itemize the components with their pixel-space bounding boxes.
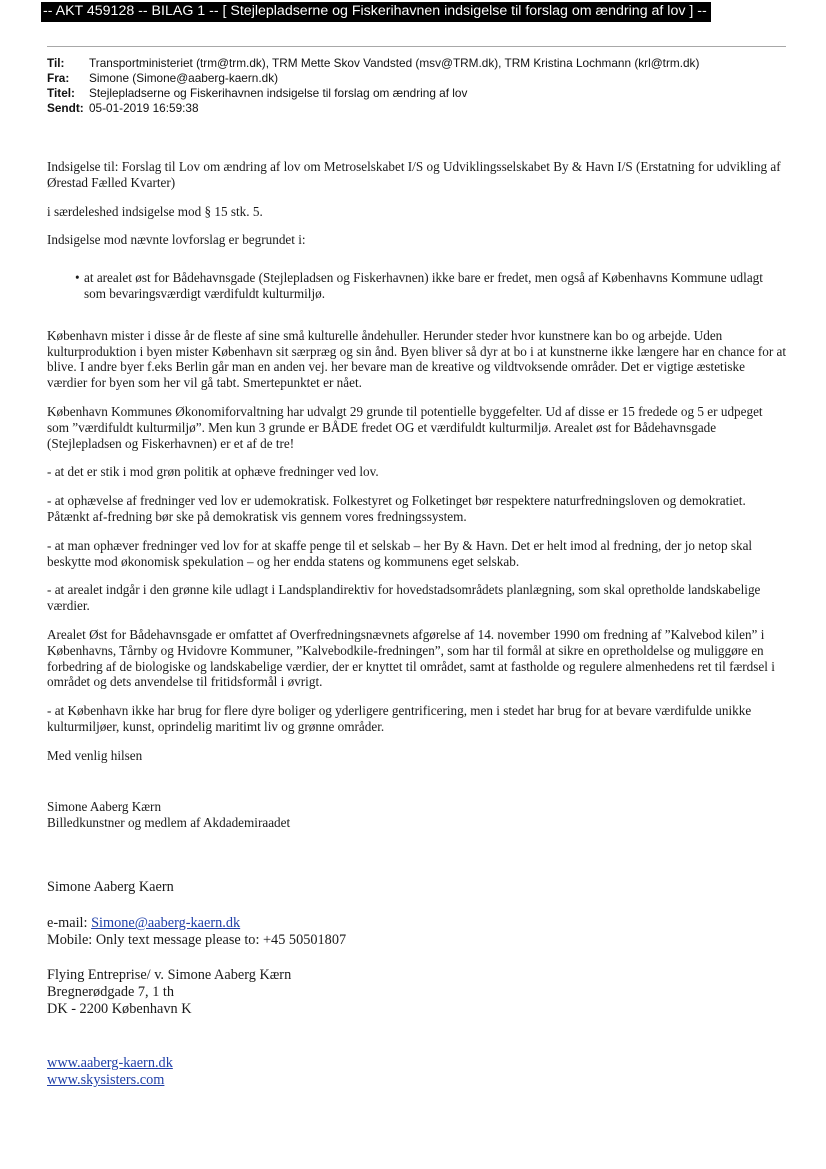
paragraph-plots: København Kommunes Økonomiforvaltning har udvalgt 29 grunde til potentielle byggefelter. Ud af disse er 15 fredede og 5 er udpeget som ”værdifuldt kulturmiljø”. Men kun 3 grunde er BÅDE fredet OG et værdifuldt kulturmiljø. Arealet øst for Bådehavnsgade (Stejlepladsen og Fiskerhavnen) er et af de tre! xyxy=(47,403,763,451)
contact-details xyxy=(47,915,747,949)
header-divider xyxy=(47,46,786,47)
intro-paragraph: Indsigelse til: Forslag til Lov om ændring af lov om Metroselskabet I/S og Udviklingsselskabet By & Havn I/S (Erstatning for udvikling af Ørestad Fælled Kvarter) xyxy=(47,159,781,190)
header-row-to xyxy=(47,56,699,71)
address-block xyxy=(47,967,747,1018)
bullet-list xyxy=(47,270,787,302)
signature-title: Billedkunstner og medlem af Akdademiraadet xyxy=(47,814,291,830)
bullet-icon: • xyxy=(75,270,80,286)
document-banner: -- AKT 459128 -- BILAG 1 -- [ Stejlepladserne og Fiskerihavnen indsigelse til forslag om ændring af lov ] -- xyxy=(41,2,711,22)
header-value-sent: 05-01-2019 16:59:38 xyxy=(89,101,199,115)
header-label: Til: xyxy=(47,56,65,70)
list-item xyxy=(75,270,787,302)
website-link[interactable]: www.skysisters.com xyxy=(47,1072,165,1088)
header-row-title xyxy=(47,86,699,101)
contact-name: Simone Aaberg Kaern xyxy=(47,879,174,895)
email-label: e-mail: xyxy=(47,915,88,931)
header-label: Fra: xyxy=(47,71,70,85)
header-value-to: Transportministeriet (trm@trm.dk), TRM Mette Skov Vandsted (msv@TRM.dk), TRM Kristina Lochmann (krl@trm.dk) xyxy=(89,56,700,70)
company-line: Flying Entreprise/ v. Simone Aaberg Kærn xyxy=(47,967,292,983)
closing-greeting: Med venlig hilsen xyxy=(47,747,143,763)
signature-name: Simone Aaberg Kærn xyxy=(47,799,162,814)
point-housing: - at København ikke har brug for flere dyre boliger og yderligere gentrificering, men i stedet har brug for at bevare værdifulde unikke kulturmiljøer, kunst, oprindelig maritimt liv og grønne områder. xyxy=(47,703,752,734)
bullet-text: at arealet øst for Bådehavnsgade (Stejlepladsen og Fiskerhavnen) ikke bare er fredet, men også af Københavns Kommune udlagt som bevaringsværdigt værdifuldt kulturmiljø. xyxy=(84,270,763,301)
header-row-from xyxy=(47,71,699,86)
paragraph-kalvebod: Arealet Øst for Bådehavnsgade er omfattet af Overfredningsnævnets afgørelse af 14. november 1990 om fredning af ”Kalvebod kilen” i Københavns, Tårnby og Hvidovre Kommuner, ”Kalvebodkile-fredningen”, som har til formål at sikre en opretholdelse og muliggøre en forbedring af de biologiske og landskabelige værdier, der er knyttet til området, samt at fastholde og regulere almenhedens ret til færdsel i området og dets anvendelse til fritidsformål i øvrigt. xyxy=(47,626,775,690)
email-link[interactable]: Simone@aaberg-kaern.dk xyxy=(91,915,241,931)
street-line: Bregnerødgade 7, 1 th xyxy=(47,984,175,1000)
signature-block xyxy=(47,799,747,831)
point-undemocratic: - at ophævelse af fredninger ved lov er udemokratisk. Folkestyret og Folketinget bør respektere naturfredningsloven og demokratiet. Påtænkt af-fredning bør ske på demokratisk vis gennem vores fredningssystem. xyxy=(47,493,746,524)
header-label: Sendt: xyxy=(47,101,84,115)
point-funding: - at man ophæver fredninger ved lov for at skaffe penge til et selskab – her By & Havn. Det er helt imod al fredning, der jo netop skal beskytte mod økonomisk spekulation – og her endda statens og kommunens eget selskab. xyxy=(47,537,753,569)
header-row-sent xyxy=(47,101,699,116)
header-label: Titel: xyxy=(47,86,75,100)
city-line: DK - 2200 København K xyxy=(47,1001,192,1017)
point-green-wedge: - at arealet indgår i den grønne kile udlagt i Landsplandirektiv for hovedstadsområdets planlægning, som skal opretholde landskabelige værdier. xyxy=(47,582,761,614)
point-green-policy: - at det er stik i mod grøn politik at ophæve fredninger ved lov. xyxy=(47,464,379,480)
letter-body xyxy=(47,159,787,777)
email-line xyxy=(47,915,747,932)
specific-objection: i særdeleshed indsigelse mod § 15 stk. 5. xyxy=(47,203,263,219)
paragraph-culture: København mister i disse år de fleste af sine små kulturelle åndehuller. Herunder steder hvor kunstnere kan bo og arbejde. Uden kulturproduktion i byen mister København sit særpræg og sin ånd. Byen bliver så dyr at bo i at kunstnerne ikke længere har en chance for at blive. I andre byer f.eks Berlin går man en anden vej. her bevare man de kreative og vildtvoksende områder. Det er vigtige æstetiske værdier for byen som her vil gå tabt. Smertepunktet er nået. xyxy=(47,327,787,391)
mobile-line: Mobile: Only text message please to: +45 50501807 xyxy=(47,932,347,948)
website-link[interactable]: www.aaberg-kaern.dk xyxy=(47,1055,173,1071)
website-links xyxy=(47,1055,747,1089)
header-value-from: Simone (Simone@aaberg-kaern.dk) xyxy=(89,71,279,85)
grounds-heading: Indsigelse mod nævnte lovforslag er begrundet i: xyxy=(47,232,306,248)
email-headers xyxy=(47,56,699,116)
header-value-title: Stejlepladserne og Fiskerihavnen indsigelse til forslag om ændring af lov xyxy=(89,86,468,100)
